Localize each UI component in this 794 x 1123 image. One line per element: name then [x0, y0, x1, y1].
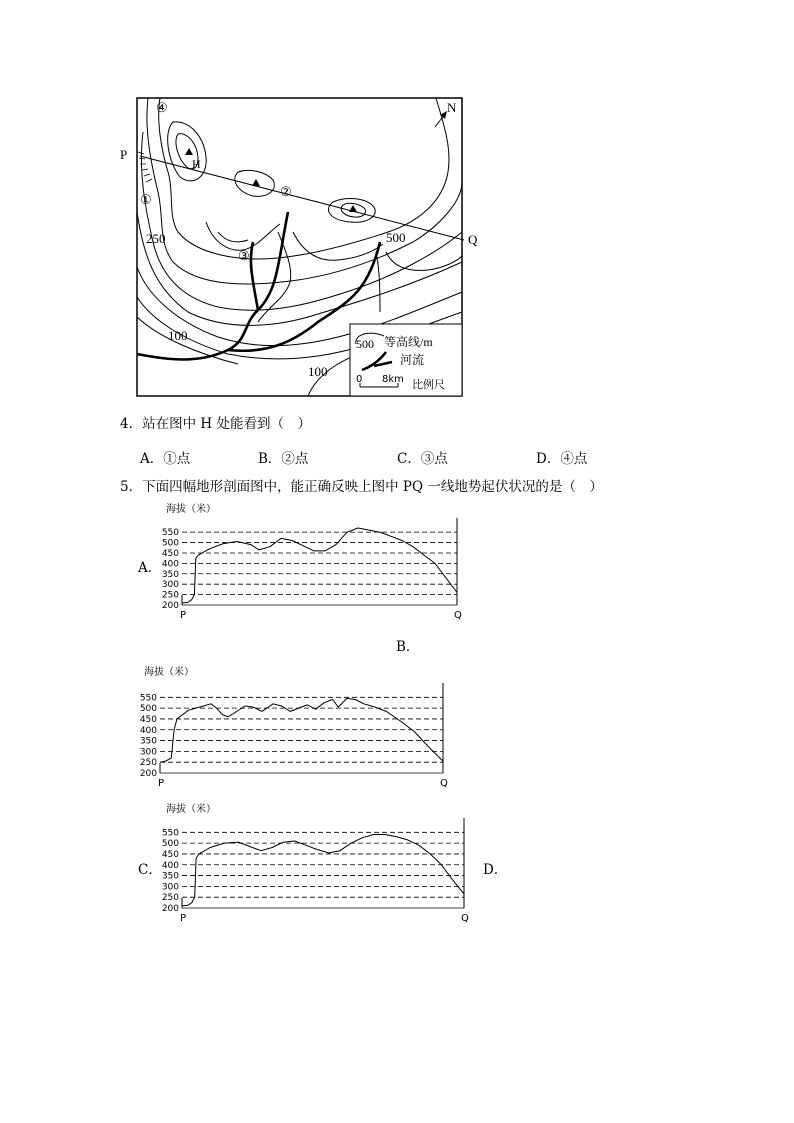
legend-contour-label: 等高线/m — [384, 335, 433, 349]
y-tick-label: 500 — [139, 704, 157, 715]
topographic-map — [118, 92, 498, 402]
q4-option-d[interactable]: D．④点 — [536, 451, 588, 467]
q-label: Q — [468, 232, 478, 247]
x-start-label: P — [158, 778, 165, 789]
y-tick-label: 550 — [161, 528, 179, 539]
y-tick-label: 250 — [139, 758, 157, 769]
profile-line — [182, 835, 464, 906]
chart-ylabel: 海拔（米） — [166, 504, 216, 515]
y-tick-label: 300 — [161, 580, 179, 591]
x-end-label: Q — [461, 913, 469, 924]
peak-2-marker — [252, 179, 260, 186]
y-tick-label: 500 — [161, 538, 179, 549]
north-label: N — [447, 100, 457, 115]
y-tick-label: 350 — [161, 871, 179, 882]
y-tick-label: 450 — [161, 548, 179, 559]
point3-label: ③ — [238, 248, 250, 263]
x-start-label: P — [180, 913, 187, 924]
y-tick-label: 200 — [161, 904, 179, 914]
question-5-text: 5．下面四幅地形剖面图中，能正确反映上图中 PQ 一线地势起伏状况的是（ ） — [120, 479, 603, 495]
p-label: P — [120, 147, 128, 162]
q5-option-a-label[interactable]: A． — [138, 560, 162, 576]
x-start-label: P — [180, 610, 187, 621]
y-tick-label: 400 — [161, 860, 179, 871]
point2-label: ② — [280, 184, 292, 199]
profile-line — [182, 528, 457, 603]
profile-chart-b-svg — [138, 663, 458, 793]
y-tick-label: 550 — [139, 693, 157, 704]
legend-scale-label: 比例尺 — [412, 378, 445, 391]
legend-contour-value: 500 — [356, 337, 374, 351]
x-end-label: Q — [440, 778, 448, 789]
topographic-map-svg — [118, 92, 498, 402]
chart-ylabel: 海拔（米） — [144, 667, 194, 678]
contour-100-left-label: 100 — [168, 328, 188, 343]
y-tick-label: 500 — [161, 839, 179, 850]
y-tick-label: 400 — [139, 725, 157, 736]
q5-option-c-label[interactable]: C． — [138, 862, 162, 878]
y-tick-label: 250 — [161, 893, 179, 904]
point4-label: ④ — [156, 100, 168, 115]
question-4-text: 4．站在图中 H 处能看到（ ） — [120, 416, 311, 432]
y-tick-label: 550 — [161, 828, 179, 839]
q4-option-c[interactable]: C．③点 — [397, 451, 448, 467]
y-tick-label: 350 — [139, 736, 157, 747]
y-tick-label: 200 — [161, 601, 179, 611]
y-tick-label: 450 — [161, 849, 179, 860]
y-tick-label: 450 — [139, 714, 157, 725]
q4-option-a[interactable]: A．①点 — [140, 451, 191, 467]
x-end-label: Q — [454, 610, 462, 621]
y-tick-label: 200 — [139, 769, 157, 779]
pq-line — [140, 156, 464, 240]
contour-100-bottom-label: 100 — [308, 364, 328, 379]
contour-250-label: 250 — [146, 231, 166, 246]
q5-option-b-label[interactable]: B． — [396, 639, 420, 655]
contour-500-label: 500 — [386, 230, 406, 245]
profile-chart-c-svg — [160, 800, 478, 925]
peak-3-marker — [349, 205, 357, 212]
profile-chart-b[interactable] — [138, 663, 458, 797]
legend-river-label: 河流 — [400, 353, 425, 367]
y-tick-label: 250 — [161, 590, 179, 601]
y-tick-label: 400 — [161, 559, 179, 570]
profile-chart-a[interactable] — [160, 500, 470, 629]
q5-option-d-label[interactable]: D． — [483, 862, 508, 878]
chart-ylabel: 海拔（米） — [166, 804, 216, 815]
legend-scale-start: 0 — [356, 374, 363, 385]
profile-chart-a-svg — [160, 500, 470, 625]
y-tick-label: 300 — [139, 747, 157, 758]
y-tick-label: 350 — [161, 569, 179, 580]
point1-label: ① — [140, 192, 152, 207]
profile-chart-c[interactable] — [160, 800, 478, 929]
north-arrow-head — [440, 111, 447, 119]
legend-scale-end: 8km — [382, 374, 404, 385]
h-label: H — [192, 157, 201, 171]
q4-option-b[interactable]: B．②点 — [258, 451, 309, 467]
peak-h-marker — [185, 148, 193, 155]
y-tick-label: 300 — [161, 882, 179, 893]
